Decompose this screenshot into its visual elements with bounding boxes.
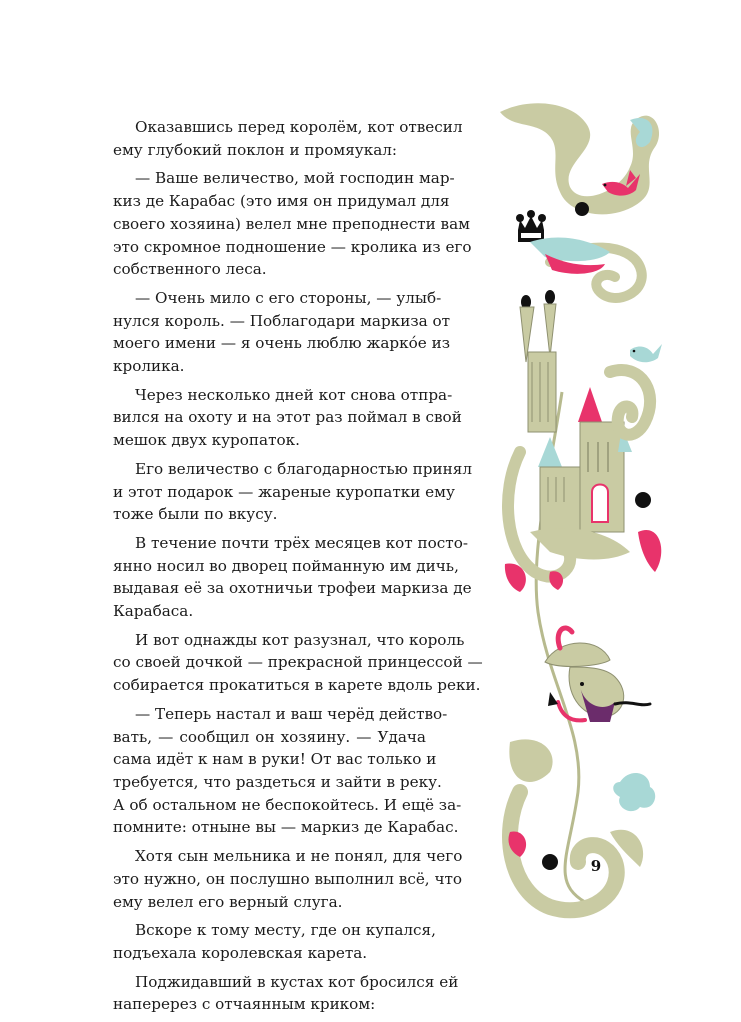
black-berry-bottom	[542, 854, 558, 870]
text-line: Вскоре к тому месту, где он купался,	[135, 921, 436, 940]
text-line: вился на охоту и на этот раз поймал в свой	[113, 408, 462, 427]
text-line: вать, — сообщил он хозяину. — Удача	[113, 727, 426, 746]
text-line: Хотя сын мельника и не понял, для чего	[135, 847, 463, 866]
text-line: нулся король. — Поблагодари маркиза от	[113, 311, 451, 330]
black-berry	[575, 202, 589, 216]
text-line: — Ваше величество, мой господин мар-	[135, 169, 455, 188]
lower-swirl	[510, 792, 617, 910]
text-line: наперерез с отчаянным криком:	[113, 995, 376, 1014]
text-line: Оказавшись перед королём, кот отвесил	[135, 118, 463, 136]
text-line: помните: отныне вы — маркиз де Карабас.	[113, 818, 459, 837]
text-line: Через несколько дней кот снова отпра-	[135, 385, 453, 404]
paragraph	[113, 629, 483, 697]
story-text	[113, 116, 483, 1022]
text-line: ему велел его верный слуга.	[113, 892, 343, 911]
middle-leaf	[530, 528, 630, 559]
text-line: это нужно, он послушно выполнил всё, что	[113, 869, 463, 888]
text-line: мешок двух куропаток.	[113, 431, 300, 450]
paragraph	[113, 116, 463, 161]
page-number: 9	[590, 857, 602, 875]
text-line: требуется, что раздеться и зайти в реку.	[113, 772, 442, 791]
text-line: тоже были по вкусу.	[113, 505, 278, 524]
text-line: кролика.	[113, 357, 185, 376]
blue-blossom	[613, 773, 655, 811]
paragraph	[113, 919, 436, 964]
text-line: Его величество с благодарностью принял	[135, 459, 473, 478]
paragraph	[113, 845, 463, 913]
text-line: — Очень мило с его стороны, — улыб-	[135, 288, 442, 307]
blue-bird-icon	[630, 344, 662, 362]
text-line: выдавая её за охотничьи трофеи маркиза де	[113, 579, 472, 598]
text-line: ему глубокий поклон и промяукал:	[113, 140, 398, 159]
text-line: собирается прокатиться в карете вдоль реки.	[113, 676, 481, 695]
text-line: И вот однажды кот разузнал, что король	[135, 630, 465, 649]
paragraph	[113, 287, 451, 378]
text-line: Карабаса.	[113, 602, 194, 621]
text-line: подъехала королевская карета.	[113, 943, 368, 962]
paragraph	[113, 384, 462, 452]
cat-illustration	[545, 628, 650, 722]
text-line: А об остальном не беспокойтесь. И ещё за-	[113, 795, 462, 814]
side-leaf-right	[610, 370, 650, 435]
lower-leaf-left	[509, 739, 552, 782]
text-line: это скромное подношение — кролика из его	[113, 237, 472, 256]
text-line: Поджидавший в кустах кот бросился ей	[135, 972, 459, 991]
text-line: киз де Карабас (это имя он придумал для	[113, 192, 450, 211]
text-line: моего имени — я очень люблю жаркóе из	[113, 334, 451, 353]
text-line: В течение почти трёх месяцев кот посто-	[135, 533, 468, 552]
paragraph	[113, 971, 459, 1016]
paragraph	[113, 458, 473, 526]
paragraph	[113, 703, 462, 839]
paragraph	[113, 167, 472, 281]
text-line: янно носил во дворец пойманную им дичь,	[113, 556, 459, 575]
crown-icon	[516, 210, 546, 242]
blue-ribbon	[530, 237, 610, 261]
text-line: — Теперь настал и ваш черёд действо-	[135, 704, 448, 723]
text-line: со своей дочкой — прекрасной принцессой —	[113, 653, 483, 672]
pink-petal-right	[638, 530, 661, 572]
text-line: своего хозяина) велел мне преподнести вам	[113, 214, 470, 233]
text-line: собственного леса.	[113, 260, 267, 279]
text-line: и этот подарок — жареные куропатки ему	[113, 482, 455, 501]
ornamental-border	[490, 92, 690, 922]
black-berry-right	[635, 492, 651, 508]
text-line: сама идёт к нам в руки! От вас только и	[113, 750, 437, 769]
paragraph	[113, 532, 472, 623]
